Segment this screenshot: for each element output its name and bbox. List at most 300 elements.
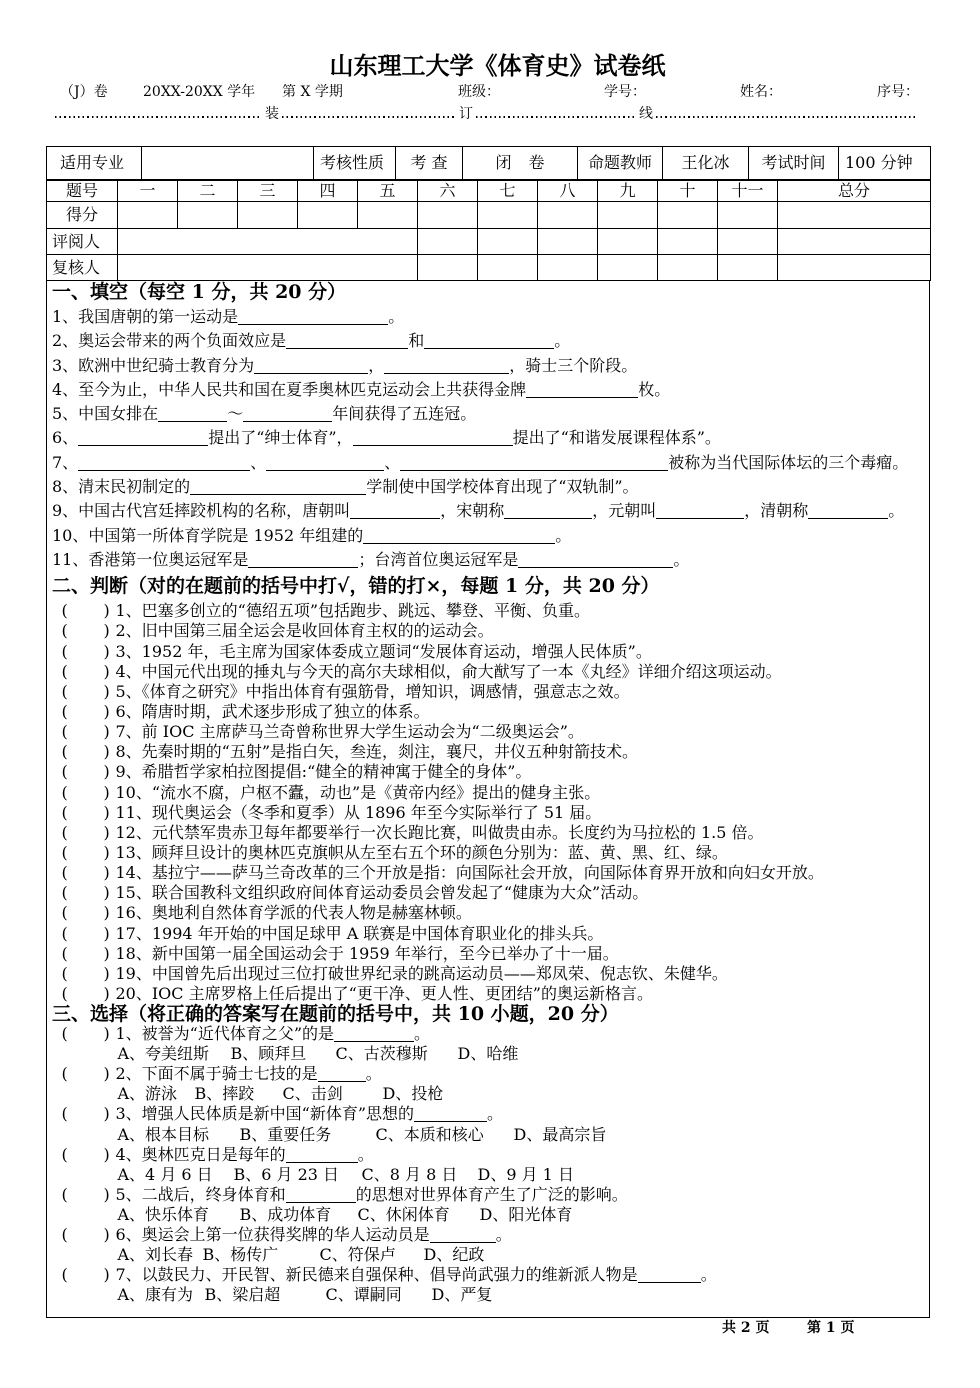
question-text: 14、基拉宁——萨马兰奇改革的三个开放是指：向国际社会开放，向国际体育界开放和向妇女开放。 xyxy=(115,863,824,883)
answer-blank xyxy=(286,334,408,349)
score-header-row xyxy=(47,181,931,202)
answer-blank xyxy=(248,553,358,568)
question-stem: 2、下面不属于骑士七技的是 xyxy=(115,1064,318,1084)
question-text: 20、IOC 主席罗格上任后提出了“更干净、更人性、更团结”的奥运新格言。 xyxy=(115,983,653,1003)
option-d: D、严复 xyxy=(431,1285,493,1305)
fill-question-8 xyxy=(52,475,929,499)
choice-options-1 xyxy=(52,1044,929,1064)
true-false-question-19 xyxy=(52,964,929,984)
true-false-question-17 xyxy=(52,924,929,944)
question-text: 。 xyxy=(554,331,571,351)
score-cell xyxy=(298,202,358,229)
answer-bracket-close: ) xyxy=(103,1265,110,1285)
question-text: 提出了“和谐发展课程体系”。 xyxy=(512,428,721,448)
answer-blank xyxy=(430,1228,496,1243)
total-score-cell xyxy=(778,202,931,229)
choice-options-6 xyxy=(52,1245,929,1265)
option-b: B、重要任务 xyxy=(239,1124,332,1144)
answer-bracket-open: ( xyxy=(61,863,68,883)
name-label: 姓名： xyxy=(740,84,782,100)
true-false-question-18 xyxy=(52,944,929,964)
reviewer-row-label: 评阅人 xyxy=(47,229,118,255)
question-stem: 1、被誉为“近代体育之父”的是 xyxy=(115,1024,335,1044)
option-a: A、快乐体育 xyxy=(117,1204,210,1224)
semester: 第 X 学期 xyxy=(282,84,343,100)
fill-question-4 xyxy=(52,378,929,402)
question-number: 一 xyxy=(118,181,178,202)
answer-bracket-close: ) xyxy=(103,983,110,1003)
option-a: A、4 月 6 日 xyxy=(117,1164,213,1184)
class-label: 班级： xyxy=(458,84,500,100)
question-number: 六 xyxy=(418,181,478,202)
answer-bracket-close: ) xyxy=(103,762,110,782)
answer-bracket-open: ( xyxy=(61,822,68,842)
question-text: 。 xyxy=(673,549,690,569)
checker-cell xyxy=(658,255,718,281)
question-stem-end: 。 xyxy=(365,1064,382,1084)
answer-blank xyxy=(318,1067,366,1082)
section-heading-multiple-choice: 三、选择（将正确的答案写在题前的括号中，共 10 小题，20 分） xyxy=(52,1003,619,1026)
fill-question-5 xyxy=(52,402,929,426)
question-text: 、 xyxy=(384,452,401,472)
answer-bracket-close: ) xyxy=(103,641,110,661)
answer-bracket-close: ) xyxy=(103,601,110,621)
true-false-question-2 xyxy=(52,621,929,641)
question-text: 和 xyxy=(408,331,425,351)
answer-bracket-open: ( xyxy=(61,1104,68,1124)
duration-label: 考试时间 xyxy=(749,147,839,180)
option-d: D、阳光体育 xyxy=(479,1204,573,1224)
current-page: 第 1 页 xyxy=(807,1320,855,1336)
score-cell xyxy=(118,202,178,229)
checker-cell xyxy=(598,255,658,281)
checker-cell xyxy=(118,255,418,281)
question-text: ，清朝称 xyxy=(744,501,809,521)
exam-info-row xyxy=(47,147,931,180)
fill-question-11 xyxy=(52,548,929,572)
choice-options-2 xyxy=(52,1084,929,1104)
choice-options-4 xyxy=(52,1165,929,1185)
answer-bracket-open: ( xyxy=(61,661,68,681)
option-a: A、康有为 xyxy=(117,1285,194,1305)
question-text: 。 xyxy=(888,501,905,521)
option-b: B、成功体育 xyxy=(239,1204,332,1224)
choice-question-7 xyxy=(52,1265,929,1285)
choice-question-1 xyxy=(52,1024,929,1044)
score-cell xyxy=(538,202,598,229)
reviewer-cell xyxy=(718,229,778,255)
section-heading-fill-blank: 一、填空（每空 1 分，共 20 分） xyxy=(52,281,347,303)
answer-bracket-close: ) xyxy=(103,681,110,701)
answer-blank xyxy=(78,431,208,446)
option-c: C、古茨穆斯 xyxy=(335,1044,428,1064)
answer-bracket-close: ) xyxy=(103,782,110,802)
choice-question-6 xyxy=(52,1225,929,1245)
answer-blank xyxy=(808,504,888,519)
answer-bracket-close: ) xyxy=(103,883,110,903)
reviewer-cell xyxy=(538,229,598,255)
checker-cell xyxy=(718,255,778,281)
answer-bracket-open: ( xyxy=(61,802,68,822)
true-false-question-11 xyxy=(52,803,929,823)
answer-blank xyxy=(504,504,592,519)
question-text: 1、我国唐朝的第一运动是 xyxy=(52,307,239,326)
answer-bracket-open: ( xyxy=(61,722,68,742)
fill-question-6 xyxy=(52,426,929,450)
answer-bracket-open: ( xyxy=(61,963,68,983)
answer-blank xyxy=(400,456,668,471)
question-text: 2、旧中国第三届全运会是收回体育主权的的运动会。 xyxy=(115,621,494,641)
true-false-question-3 xyxy=(52,642,929,662)
true-false-question-7 xyxy=(52,722,929,742)
option-c: C、谭嗣同 xyxy=(325,1285,402,1305)
answer-bracket-close: ) xyxy=(103,1144,110,1164)
question-number: 九 xyxy=(598,181,658,202)
question-text: 17、1994 年开始的中国足球甲 A 联赛是中国体育职业化的排头兵。 xyxy=(115,923,604,943)
question-number: 七 xyxy=(478,181,538,202)
question-text: 7、前 IOC 主席萨马兰奇曾称世界大学生运动会为“二级奥运会”。 xyxy=(115,722,584,742)
choice-options-5 xyxy=(52,1205,929,1225)
question-text: 8、清末民初制定的 xyxy=(52,477,191,497)
question-text: 1、巴塞多创立的“德绍五项”包括跑步、跳远、攀登、平衡、负重。 xyxy=(115,601,591,621)
question-number-header: 题号 xyxy=(47,181,118,202)
reviewer-cell xyxy=(118,229,418,255)
total-pages: 共 2 页 xyxy=(722,1320,770,1336)
setter-value: 王化冰 xyxy=(663,147,749,180)
setter-label: 命题教师 xyxy=(578,147,663,180)
choice-question-3 xyxy=(52,1104,929,1124)
answer-blank xyxy=(286,1188,356,1203)
binding-char-xian: 线 xyxy=(639,106,653,122)
answer-blank xyxy=(78,456,250,471)
option-c: C、8 月 8 日 xyxy=(361,1164,458,1184)
question-text: 被称为当代国际体坛的三个毒瘤。 xyxy=(668,452,909,472)
answer-bracket-open: ( xyxy=(61,1225,68,1245)
major-value-cell xyxy=(142,147,314,180)
question-text: 年间获得了五连冠。 xyxy=(332,404,477,424)
answer-bracket-close: ) xyxy=(103,661,110,681)
question-number: 十一 xyxy=(718,181,778,202)
question-stem: 4、奥林匹克日是每年的 xyxy=(115,1144,286,1164)
answer-bracket-open: ( xyxy=(61,701,68,721)
answer-blank xyxy=(384,359,509,374)
question-text: 2、奥运会带来的两个负面效应是 xyxy=(52,331,287,351)
answer-bracket-open: ( xyxy=(61,943,68,963)
checker-row xyxy=(47,255,931,281)
option-a: A、夸美纽斯 xyxy=(117,1044,210,1064)
score-cell xyxy=(418,202,478,229)
answer-bracket-open: ( xyxy=(61,1024,68,1044)
true-false-question-1 xyxy=(52,601,929,621)
question-stem-end: 。 xyxy=(487,1104,504,1124)
answer-blank xyxy=(158,407,227,422)
answer-bracket-close: ) xyxy=(103,1184,110,1204)
dotted-separator xyxy=(476,116,636,118)
answer-bracket-open: ( xyxy=(61,762,68,782)
question-text: 11、香港第一位奥运冠军是 xyxy=(52,549,249,569)
true-false-question-9 xyxy=(52,762,929,782)
answer-bracket-open: ( xyxy=(61,1144,68,1164)
question-text: ～ xyxy=(227,404,244,424)
answer-bracket-open: ( xyxy=(61,782,68,802)
answer-blank xyxy=(656,504,744,519)
reviewer-cell xyxy=(598,229,658,255)
question-text: 6、 xyxy=(52,428,79,448)
answer-blank xyxy=(190,480,366,495)
checker-total-cell xyxy=(778,255,931,281)
question-stem-end: 。 xyxy=(414,1024,431,1044)
question-text: 9、中国古代宫廷摔跤机构的名称，唐朝叫 xyxy=(52,501,351,521)
question-number: 八 xyxy=(538,181,598,202)
answer-bracket-close: ) xyxy=(103,963,110,983)
question-text: 4、中国元代出现的捶丸与今天的高尔夫球相似，俞大猷写了一本《丸经》详细介绍这项运动。 xyxy=(115,661,782,681)
question-text: ；台湾首位奥运冠军是 xyxy=(358,549,519,569)
fill-question-7 xyxy=(52,451,929,475)
question-text: 19、中国曾先后出现过三位打破世界纪录的跳高运动员——郑凤荣、倪志钦、朱健华。 xyxy=(115,963,728,983)
question-text: 13、顾拜旦设计的奥林匹克旗帜从左至右五个环的颜色分别为：蓝、黄、黑、红、绿。 xyxy=(115,842,728,862)
true-false-question-8 xyxy=(52,742,929,762)
answer-bracket-close: ) xyxy=(103,802,110,822)
answer-blank xyxy=(286,1148,358,1163)
answer-bracket-open: ( xyxy=(61,983,68,1003)
assessment-type-label: 考核性质 xyxy=(314,147,396,180)
answer-bracket-open: ( xyxy=(61,1064,68,1084)
question-text: 18、新中国第一届全国运动会于 1959 年举行，至今已举办了十一届。 xyxy=(115,943,619,963)
answer-bracket-open: ( xyxy=(61,601,68,621)
question-text: 7、 xyxy=(52,452,79,472)
question-number: 五 xyxy=(358,181,418,202)
answer-bracket-close: ) xyxy=(103,1024,110,1044)
student-id-label: 学号： xyxy=(604,84,646,100)
question-text: 3、1952 年，毛主席为国家体委成立题词“发展体育运动，增强人民体质”。 xyxy=(115,641,652,661)
checker-cell xyxy=(478,255,538,281)
true-false-question-16 xyxy=(52,903,929,923)
option-a: A、刘长春 xyxy=(117,1245,194,1265)
academic-year: 20XX-20XX 学年 xyxy=(143,84,256,100)
section-heading-true-false: 二、判断（对的在题前的括号中打√，错的打×，每题 1 分，共 20 分） xyxy=(52,575,660,598)
score-table xyxy=(46,180,931,281)
option-d: D、最高宗旨 xyxy=(513,1124,607,1144)
question-stem: 5、二战后，终身体育和 xyxy=(115,1184,286,1204)
reviewer-cell xyxy=(418,229,478,255)
question-text: ，元朝叫 xyxy=(592,501,657,521)
question-stem: 6、奥运会上第一位获得奖牌的华人运动员是 xyxy=(115,1225,430,1245)
answer-bracket-open: ( xyxy=(61,742,68,762)
answer-bracket-close: ) xyxy=(103,822,110,842)
option-a: A、根本目标 xyxy=(117,1124,210,1144)
answer-bracket-close: ) xyxy=(103,1064,110,1084)
fill-blank-questions xyxy=(52,305,929,572)
answer-bracket-open: ( xyxy=(61,923,68,943)
option-b: B、顾拜旦 xyxy=(230,1044,307,1064)
question-text: 11、现代奥运会（冬季和夏季）从 1896 年至今实际举行了 51 届。 xyxy=(115,802,602,822)
answer-blank xyxy=(526,383,638,398)
question-text: 。 xyxy=(388,307,405,326)
question-text: 提出了“绅士体育”， xyxy=(208,428,353,448)
question-text: 10、“流水不腐，户枢不蠹，动也”是《黄帝内经》提出的健身主张。 xyxy=(115,782,601,802)
answer-bracket-close: ) xyxy=(103,842,110,862)
checker-cell xyxy=(418,255,478,281)
question-text: 15、联合国教科文组织政府间体育运动委员会曾发起了“健康为大众”活动。 xyxy=(115,883,649,903)
option-d: D、9 月 1 日 xyxy=(477,1164,574,1184)
exam-title: 山东理工大学《体育史》试卷纸 xyxy=(329,51,666,80)
option-a: A、游泳 xyxy=(117,1084,178,1104)
binding-char-zhuang: 装 xyxy=(265,106,279,122)
option-b: B、梁启超 xyxy=(204,1285,281,1305)
score-cell xyxy=(658,202,718,229)
true-false-question-4 xyxy=(52,662,929,682)
question-stem-end: 。 xyxy=(357,1144,374,1164)
answer-blank xyxy=(424,334,554,349)
answer-bracket-open: ( xyxy=(61,621,68,641)
major-label: 适用专业 xyxy=(47,147,142,180)
question-stem-end: 。 xyxy=(700,1265,717,1285)
answer-bracket-close: ) xyxy=(103,903,110,923)
fill-question-1 xyxy=(52,305,929,329)
question-text: 。 xyxy=(555,525,572,545)
answer-bracket-open: ( xyxy=(61,883,68,903)
seat-number-label: 序号： xyxy=(877,84,919,100)
score-row-label: 得分 xyxy=(47,202,118,229)
question-text: 学制使中国学校体育出现了“双轨制”。 xyxy=(366,477,639,497)
score-cell xyxy=(238,202,298,229)
question-text: 6、隋唐时期，武术逐步形成了独立的体系。 xyxy=(115,701,430,721)
fill-question-10 xyxy=(52,524,929,548)
question-area xyxy=(46,280,930,1318)
checker-cell xyxy=(538,255,598,281)
answer-blank xyxy=(353,431,513,446)
answer-blank xyxy=(334,1027,414,1042)
answer-blank xyxy=(243,407,332,422)
answer-blank xyxy=(414,1107,487,1122)
question-text: 10、中国第一所体育学院是 1952 年组建的 xyxy=(52,525,364,545)
score-cell xyxy=(718,202,778,229)
paper-version: （J）卷 xyxy=(60,84,108,100)
answer-blank xyxy=(254,359,368,374)
binding-line xyxy=(0,105,980,123)
binding-char-ding: 订 xyxy=(459,106,473,122)
exam-format: 闭 卷 xyxy=(463,147,578,180)
question-text: 枚。 xyxy=(638,379,671,399)
reviewer-cell xyxy=(478,229,538,255)
question-number: 四 xyxy=(298,181,358,202)
answer-blank xyxy=(638,1268,701,1283)
choice-question-2 xyxy=(52,1064,929,1084)
dotted-separator xyxy=(656,116,918,118)
answer-bracket-close: ) xyxy=(103,863,110,883)
true-false-question-20 xyxy=(52,984,929,1004)
answer-blank xyxy=(238,310,388,325)
fill-question-2 xyxy=(52,329,929,353)
answer-bracket-open: ( xyxy=(61,1184,68,1204)
answer-bracket-open: ( xyxy=(61,681,68,701)
question-stem: 3、增强人民体质是新中国“新体育”思想的 xyxy=(115,1104,415,1124)
score-cell xyxy=(478,202,538,229)
option-b: B、杨传广 xyxy=(202,1245,279,1265)
question-text: 8、先秦时期的“五射”是指白矢，叁连，剡注，襄尺，井仪五种射箭技术。 xyxy=(115,742,639,762)
question-number: 十 xyxy=(658,181,718,202)
checker-row-label: 复核人 xyxy=(47,255,118,281)
question-number: 三 xyxy=(238,181,298,202)
option-c: C、休闲体育 xyxy=(357,1204,450,1224)
question-stem: 7、以鼓民力、开民智、新民德来自强保种、倡导尚武强力的维新派人物是 xyxy=(115,1265,638,1285)
reviewer-total-cell xyxy=(778,229,931,255)
score-cell xyxy=(598,202,658,229)
question-text: ，骑士三个阶段。 xyxy=(509,355,638,375)
answer-blank xyxy=(518,553,673,568)
multiple-choice-questions xyxy=(52,1024,929,1305)
reviewer-row xyxy=(47,229,931,255)
assessment-type-value: 考 查 xyxy=(396,147,463,180)
option-b: B、摔跤 xyxy=(194,1084,255,1104)
answer-bracket-close: ) xyxy=(103,701,110,721)
answer-bracket-open: ( xyxy=(61,903,68,923)
question-text: 、 xyxy=(250,452,267,472)
answer-bracket-close: ) xyxy=(103,722,110,742)
answer-bracket-open: ( xyxy=(61,641,68,661)
choice-options-3 xyxy=(52,1125,929,1145)
answer-blank xyxy=(350,504,440,519)
answer-bracket-close: ) xyxy=(103,943,110,963)
choice-question-4 xyxy=(52,1145,929,1165)
question-text: 4、至今为止，中华人民共和国在夏季奥林匹克运动会上共获得金牌 xyxy=(52,379,527,399)
question-text: 12、元代禁军贵赤卫每年都要举行一次长跑比赛，叫做贵由赤。长度约为马拉松的 1.5 倍。 xyxy=(115,822,764,842)
reviewer-cell xyxy=(658,229,718,255)
duration-value: 100 分钟 xyxy=(839,147,931,180)
option-c: C、击剑 xyxy=(282,1084,343,1104)
option-d: D、哈维 xyxy=(457,1044,519,1064)
answer-bracket-close: ) xyxy=(103,621,110,641)
dotted-separator xyxy=(55,116,261,118)
true-false-question-15 xyxy=(52,883,929,903)
answer-bracket-open: ( xyxy=(61,1265,68,1285)
exam-info-table xyxy=(46,146,931,180)
dotted-separator xyxy=(282,116,456,118)
option-c: C、本质和核心 xyxy=(375,1124,484,1144)
true-false-question-13 xyxy=(52,843,929,863)
true-false-question-12 xyxy=(52,823,929,843)
question-text: 5、中国女排在 xyxy=(52,404,159,424)
true-false-question-6 xyxy=(52,702,929,722)
answer-bracket-close: ) xyxy=(103,923,110,943)
question-text: 5、《体育之研究》中指出体育有强筋骨，增知识，调感情，强意志之效。 xyxy=(115,681,630,701)
question-text: 9、希腊哲学家柏拉图提倡:“健全的精神寓于健全的身体”。 xyxy=(115,762,532,782)
true-false-question-14 xyxy=(52,863,929,883)
choice-options-7 xyxy=(52,1285,929,1305)
answer-blank xyxy=(363,529,555,544)
total-score-header: 总分 xyxy=(778,181,931,202)
option-d: D、纪政 xyxy=(423,1245,485,1265)
question-stem-end: 的思想对世界体育产生了广泛的影响。 xyxy=(355,1184,628,1204)
answer-bracket-open: ( xyxy=(61,842,68,862)
question-text: ， xyxy=(368,355,385,375)
choice-question-5 xyxy=(52,1185,929,1205)
answer-bracket-close: ) xyxy=(103,742,110,762)
score-cell xyxy=(358,202,418,229)
true-false-questions xyxy=(52,601,929,1004)
fill-question-9 xyxy=(52,499,929,523)
score-row xyxy=(47,202,931,229)
option-d: D、投枪 xyxy=(382,1084,444,1104)
answer-bracket-close: ) xyxy=(103,1104,110,1124)
fill-question-3 xyxy=(52,354,929,378)
true-false-question-5 xyxy=(52,682,929,702)
question-number: 二 xyxy=(178,181,238,202)
option-c: C、符保卢 xyxy=(319,1245,396,1265)
answer-blank xyxy=(266,456,384,471)
true-false-question-10 xyxy=(52,783,929,803)
answer-bracket-close: ) xyxy=(103,1225,110,1245)
